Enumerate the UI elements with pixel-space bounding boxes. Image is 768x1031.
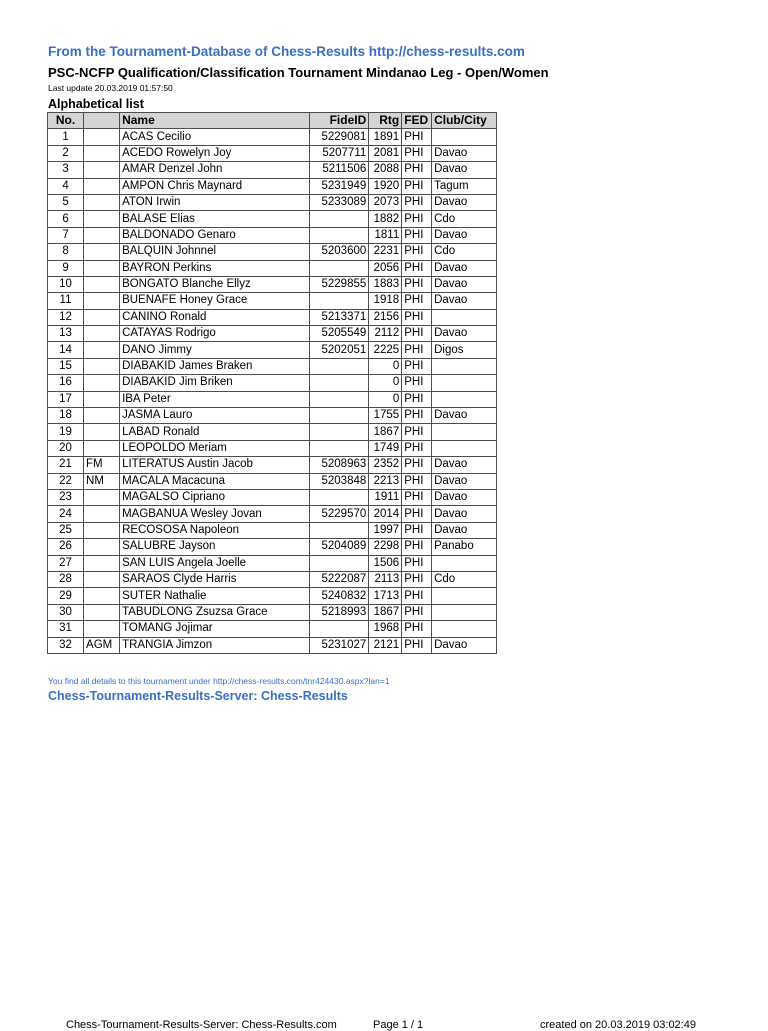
cell-no: 7 <box>48 227 84 243</box>
cell-no: 12 <box>48 309 84 325</box>
cell-no: 31 <box>48 621 84 637</box>
cell-club: Davao <box>432 194 497 210</box>
cell-no: 14 <box>48 342 84 358</box>
cell-name: SAN LUIS Angela Joelle <box>120 555 309 571</box>
cell-title: FM <box>84 457 120 473</box>
cell-title <box>84 244 120 260</box>
cell-fideid: 5211506 <box>309 162 369 178</box>
cell-fed: PHI <box>402 621 432 637</box>
cell-fideid: 5222087 <box>309 571 369 587</box>
cell-title <box>84 260 120 276</box>
cell-name: CANINO Ronald <box>120 309 309 325</box>
cell-no: 5 <box>48 194 84 210</box>
cell-rtg: 2112 <box>369 326 402 342</box>
cell-fed: PHI <box>402 391 432 407</box>
last-update-text: Last update 20.03.2019 01:57:50 <box>48 83 173 93</box>
table-row <box>48 522 497 538</box>
cell-no: 8 <box>48 244 84 260</box>
cell-club <box>432 588 497 604</box>
cell-club: Davao <box>432 260 497 276</box>
cell-rtg: 1918 <box>369 293 402 309</box>
table-row <box>48 145 497 161</box>
cell-no: 4 <box>48 178 84 194</box>
cell-no: 28 <box>48 571 84 587</box>
cell-name: ACEDO Rowelyn Joy <box>120 145 309 161</box>
cell-fed: PHI <box>402 194 432 210</box>
cell-name: SALUBRE Jayson <box>120 539 309 555</box>
cell-fed: PHI <box>402 309 432 325</box>
table-row <box>48 457 497 473</box>
cell-title <box>84 621 120 637</box>
cell-no: 27 <box>48 555 84 571</box>
cell-name: BAYRON Perkins <box>120 260 309 276</box>
cell-fideid <box>309 489 369 505</box>
cell-name: DANO Jimmy <box>120 342 309 358</box>
cell-club: Davao <box>432 326 497 342</box>
footer-page-number: Page 1 / 1 <box>373 1019 424 1031</box>
cell-fideid: 5203600 <box>309 244 369 260</box>
cell-rtg: 0 <box>369 358 402 374</box>
tournament-title: PSC-NCFP Qualification/Classification Tournament Mindanao Leg - Open/Women <box>48 65 549 80</box>
cell-name: TRANGIA Jimzon <box>120 637 309 653</box>
cell-club: Cdo <box>432 211 497 227</box>
table-row <box>48 604 497 620</box>
cell-fideid <box>309 391 369 407</box>
cell-fideid <box>309 424 369 440</box>
cell-name: SARAOS Clyde Harris <box>120 571 309 587</box>
cell-title <box>84 588 120 604</box>
cell-fed: PHI <box>402 227 432 243</box>
cell-title <box>84 145 120 161</box>
col-header-title <box>84 113 120 129</box>
cell-fideid: 5229855 <box>309 276 369 292</box>
cell-club <box>432 391 497 407</box>
cell-club <box>432 309 497 325</box>
cell-fed: PHI <box>402 408 432 424</box>
cell-name: CATAYAS Rodrigo <box>120 326 309 342</box>
cell-no: 29 <box>48 588 84 604</box>
cell-title <box>84 604 120 620</box>
col-header-fed: FED <box>402 113 432 129</box>
cell-fideid: 5240832 <box>309 588 369 604</box>
cell-rtg: 2213 <box>369 473 402 489</box>
col-header-rtg: Rtg <box>369 113 402 129</box>
table-row <box>48 424 497 440</box>
cell-fideid: 5229570 <box>309 506 369 522</box>
cell-name: BALQUIN Johnnel <box>120 244 309 260</box>
table-row <box>48 571 497 587</box>
table-row <box>48 276 497 292</box>
cell-club: Digos <box>432 342 497 358</box>
col-header-no: No. <box>48 113 84 129</box>
col-header-fideid: FideID <box>309 113 369 129</box>
cell-fed: PHI <box>402 506 432 522</box>
cell-no: 1 <box>48 129 84 145</box>
table-row <box>48 358 497 374</box>
cell-fideid: 5204089 <box>309 539 369 555</box>
cell-club <box>432 621 497 637</box>
table-row <box>48 227 497 243</box>
cell-rtg: 1997 <box>369 522 402 538</box>
cell-title <box>84 178 120 194</box>
cell-fideid <box>309 211 369 227</box>
cell-club: Cdo <box>432 244 497 260</box>
cell-fed: PHI <box>402 375 432 391</box>
cell-title <box>84 506 120 522</box>
cell-title <box>84 440 120 456</box>
cell-fed: PHI <box>402 129 432 145</box>
cell-fideid <box>309 440 369 456</box>
cell-title <box>84 571 120 587</box>
cell-fed: PHI <box>402 489 432 505</box>
table-row <box>48 506 497 522</box>
table-row <box>48 408 497 424</box>
cell-rtg: 2056 <box>369 260 402 276</box>
table-row <box>48 194 497 210</box>
cell-rtg: 2225 <box>369 342 402 358</box>
server-link[interactable]: Chess-Tournament-Results-Server: Chess-Results <box>48 689 348 703</box>
cell-rtg: 2298 <box>369 539 402 555</box>
cell-rtg: 1867 <box>369 604 402 620</box>
cell-fed: PHI <box>402 276 432 292</box>
cell-title <box>84 375 120 391</box>
players-table-body <box>48 129 497 654</box>
cell-fed: PHI <box>402 211 432 227</box>
cell-title <box>84 227 120 243</box>
cell-rtg: 1755 <box>369 408 402 424</box>
cell-title <box>84 194 120 210</box>
tournament-details-link[interactable]: You find all details to this tournament under http://chess-results.com/tnr424430.aspx?lan=1 <box>48 676 390 686</box>
cell-fed: PHI <box>402 293 432 309</box>
cell-club <box>432 555 497 571</box>
cell-fed: PHI <box>402 473 432 489</box>
table-row <box>48 211 497 227</box>
cell-fed: PHI <box>402 342 432 358</box>
cell-fed: PHI <box>402 604 432 620</box>
cell-fideid <box>309 227 369 243</box>
cell-no: 21 <box>48 457 84 473</box>
col-header-name: Name <box>120 113 309 129</box>
cell-club: Davao <box>432 408 497 424</box>
cell-rtg: 2121 <box>369 637 402 653</box>
table-row <box>48 637 497 653</box>
cell-rtg: 0 <box>369 375 402 391</box>
cell-club: Davao <box>432 522 497 538</box>
cell-no: 11 <box>48 293 84 309</box>
cell-no: 6 <box>48 211 84 227</box>
cell-fed: PHI <box>402 457 432 473</box>
cell-fideid: 5202051 <box>309 342 369 358</box>
cell-name: ACAS Cecilio <box>120 129 309 145</box>
cell-name: DIABAKID Jim Briken <box>120 375 309 391</box>
cell-club: Davao <box>432 489 497 505</box>
cell-rtg: 2113 <box>369 571 402 587</box>
cell-fed: PHI <box>402 588 432 604</box>
cell-no: 13 <box>48 326 84 342</box>
cell-no: 10 <box>48 276 84 292</box>
cell-no: 3 <box>48 162 84 178</box>
cell-name: ATON Irwin <box>120 194 309 210</box>
cell-club <box>432 440 497 456</box>
cell-fideid <box>309 408 369 424</box>
cell-rtg: 2073 <box>369 194 402 210</box>
cell-title <box>84 358 120 374</box>
table-row <box>48 440 497 456</box>
cell-no: 2 <box>48 145 84 161</box>
table-header-row <box>48 113 497 129</box>
cell-fideid: 5233089 <box>309 194 369 210</box>
cell-title <box>84 129 120 145</box>
cell-name: AMAR Denzel John <box>120 162 309 178</box>
players-table <box>47 112 497 654</box>
cell-title <box>84 342 120 358</box>
cell-fed: PHI <box>402 260 432 276</box>
cell-club <box>432 375 497 391</box>
table-row <box>48 309 497 325</box>
cell-fideid: 5207711 <box>309 145 369 161</box>
cell-name: LABAD Ronald <box>120 424 309 440</box>
cell-name: BALASE Elias <box>120 211 309 227</box>
cell-rtg: 1882 <box>369 211 402 227</box>
cell-fed: PHI <box>402 571 432 587</box>
cell-name: RECOSOSA Napoleon <box>120 522 309 538</box>
cell-club: Davao <box>432 293 497 309</box>
cell-fideid: 5229081 <box>309 129 369 145</box>
cell-no: 18 <box>48 408 84 424</box>
footer-created-timestamp: created on 20.03.2019 03:02:49 <box>540 1019 696 1031</box>
cell-club: Davao <box>432 457 497 473</box>
cell-fideid: 5231027 <box>309 637 369 653</box>
cell-name: LEOPOLDO Meriam <box>120 440 309 456</box>
cell-no: 24 <box>48 506 84 522</box>
cell-club: Cdo <box>432 571 497 587</box>
cell-rtg: 2081 <box>369 145 402 161</box>
cell-fideid: 5203848 <box>309 473 369 489</box>
cell-no: 20 <box>48 440 84 456</box>
cell-no: 32 <box>48 637 84 653</box>
table-row <box>48 489 497 505</box>
table-row <box>48 621 497 637</box>
cell-fed: PHI <box>402 424 432 440</box>
cell-rtg: 1506 <box>369 555 402 571</box>
col-header-club: Club/City <box>432 113 497 129</box>
cell-club: Tagum <box>432 178 497 194</box>
cell-title <box>84 408 120 424</box>
cell-title <box>84 424 120 440</box>
cell-club <box>432 424 497 440</box>
table-row <box>48 129 497 145</box>
table-row <box>48 539 497 555</box>
cell-title <box>84 539 120 555</box>
cell-fed: PHI <box>402 555 432 571</box>
cell-fed: PHI <box>402 244 432 260</box>
cell-rtg: 1968 <box>369 621 402 637</box>
table-row <box>48 326 497 342</box>
table-row <box>48 473 497 489</box>
cell-title <box>84 555 120 571</box>
cell-fideid: 5231949 <box>309 178 369 194</box>
cell-title: NM <box>84 473 120 489</box>
source-link[interactable]: From the Tournament-Database of Chess-Results http://chess-results.com <box>48 44 525 59</box>
table-row <box>48 260 497 276</box>
table-row <box>48 293 497 309</box>
cell-no: 30 <box>48 604 84 620</box>
cell-no: 19 <box>48 424 84 440</box>
cell-rtg: 2231 <box>369 244 402 260</box>
cell-club <box>432 358 497 374</box>
table-row <box>48 588 497 604</box>
table-row <box>48 342 497 358</box>
cell-fed: PHI <box>402 637 432 653</box>
cell-fideid <box>309 621 369 637</box>
cell-club: Davao <box>432 227 497 243</box>
cell-rtg: 1911 <box>369 489 402 505</box>
cell-fed: PHI <box>402 440 432 456</box>
cell-rtg: 2088 <box>369 162 402 178</box>
cell-fed: PHI <box>402 539 432 555</box>
table-row <box>48 178 497 194</box>
cell-fideid: 5208963 <box>309 457 369 473</box>
cell-title <box>84 162 120 178</box>
cell-club: Davao <box>432 276 497 292</box>
cell-club <box>432 604 497 620</box>
cell-title: AGM <box>84 637 120 653</box>
table-row <box>48 244 497 260</box>
cell-rtg: 1811 <box>369 227 402 243</box>
cell-name: DIABAKID James Braken <box>120 358 309 374</box>
cell-name: TOMANG Jojimar <box>120 621 309 637</box>
cell-fed: PHI <box>402 178 432 194</box>
cell-rtg: 1891 <box>369 129 402 145</box>
cell-title <box>84 309 120 325</box>
cell-no: 9 <box>48 260 84 276</box>
cell-fideid <box>309 375 369 391</box>
cell-club: Davao <box>432 506 497 522</box>
cell-rtg: 1867 <box>369 424 402 440</box>
table-row <box>48 162 497 178</box>
cell-no: 26 <box>48 539 84 555</box>
cell-rtg: 2352 <box>369 457 402 473</box>
cell-rtg: 0 <box>369 391 402 407</box>
cell-fideid: 5213371 <box>309 309 369 325</box>
cell-no: 22 <box>48 473 84 489</box>
cell-title <box>84 391 120 407</box>
cell-fideid <box>309 555 369 571</box>
cell-no: 25 <box>48 522 84 538</box>
cell-title <box>84 489 120 505</box>
table-row <box>48 391 497 407</box>
cell-name: BALDONADO Genaro <box>120 227 309 243</box>
cell-club: Davao <box>432 637 497 653</box>
cell-name: TABUDLONG Zsuzsa Grace <box>120 604 309 620</box>
cell-name: IBA Peter <box>120 391 309 407</box>
cell-fideid: 5205549 <box>309 326 369 342</box>
cell-name: MAGBANUA Wesley Jovan <box>120 506 309 522</box>
cell-no: 23 <box>48 489 84 505</box>
cell-no: 17 <box>48 391 84 407</box>
cell-rtg: 1920 <box>369 178 402 194</box>
cell-no: 15 <box>48 358 84 374</box>
cell-name: AMPON Chris Maynard <box>120 178 309 194</box>
cell-fed: PHI <box>402 358 432 374</box>
cell-club: Panabo <box>432 539 497 555</box>
cell-fed: PHI <box>402 145 432 161</box>
cell-name: LITERATUS Austin Jacob <box>120 457 309 473</box>
cell-name: JASMA Lauro <box>120 408 309 424</box>
cell-fideid <box>309 522 369 538</box>
cell-title <box>84 276 120 292</box>
cell-fideid <box>309 260 369 276</box>
cell-fed: PHI <box>402 522 432 538</box>
cell-fideid: 5218993 <box>309 604 369 620</box>
cell-title <box>84 211 120 227</box>
cell-fed: PHI <box>402 162 432 178</box>
cell-fed: PHI <box>402 326 432 342</box>
cell-title <box>84 293 120 309</box>
cell-club: Davao <box>432 162 497 178</box>
cell-club: Davao <box>432 473 497 489</box>
cell-club <box>432 129 497 145</box>
cell-rtg: 1713 <box>369 588 402 604</box>
cell-fideid <box>309 293 369 309</box>
cell-name: BONGATO Blanche Ellyz <box>120 276 309 292</box>
cell-title <box>84 522 120 538</box>
cell-name: MACALA Macacuna <box>120 473 309 489</box>
cell-no: 16 <box>48 375 84 391</box>
cell-name: MAGALSO Cipriano <box>120 489 309 505</box>
table-row <box>48 375 497 391</box>
table-row <box>48 555 497 571</box>
cell-rtg: 2156 <box>369 309 402 325</box>
cell-name: SUTER Nathalie <box>120 588 309 604</box>
cell-title <box>84 326 120 342</box>
cell-rtg: 1883 <box>369 276 402 292</box>
cell-rtg: 2014 <box>369 506 402 522</box>
list-heading: Alphabetical list <box>48 97 144 111</box>
cell-rtg: 1749 <box>369 440 402 456</box>
cell-club: Davao <box>432 145 497 161</box>
footer-server-text: Chess-Tournament-Results-Server: Chess-Results.com <box>66 1019 337 1031</box>
cell-name: BUENAFE Honey Grace <box>120 293 309 309</box>
cell-fideid <box>309 358 369 374</box>
